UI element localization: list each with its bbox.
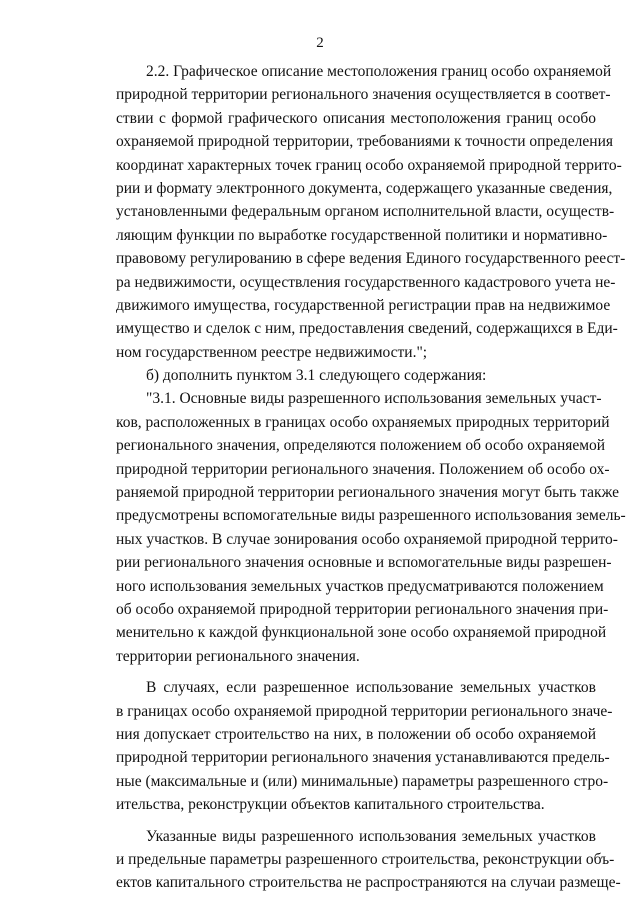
text-line: ния допускает строительство на них, в положении об особо охраняемой: [116, 725, 596, 743]
text-line: 2.2. Графическое описание местоположения границ особо охраняемой: [146, 63, 612, 80]
text-line: В случаях, если разрешенное использование земельных участков: [146, 679, 596, 697]
paragraph-spacer: [116, 817, 596, 825]
text-line: б) дополнить пунктом 3.1 следующего содержания:: [146, 367, 487, 385]
text-line: в границах особо охраняемой природной территории регионального значе-: [116, 702, 613, 720]
paragraph-construction-cases: [116, 676, 613, 816]
text-line: имущество и сделок с ним, предоставления сведений, содержащихся в Еди-: [116, 320, 618, 338]
text-line: ектов капитального строительства не распространяются на случаи размеще-: [116, 874, 621, 892]
text-line: предусмотрены вспомогательные виды разрешенного использования земель-: [116, 507, 626, 525]
text-line: ных участков. В случае зонирования особо охраняемой природной террито-: [116, 530, 618, 548]
text-line: рии и формату электронного документа, содержащего указанные сведения,: [116, 179, 613, 197]
text-line: координат характерных точек границ особо охраняемой природной террито-: [116, 156, 622, 174]
text-line: "3.1. Основные виды разрешенного использования земельных участ-: [146, 390, 602, 408]
text-line: природной территории регионального значения устанавливаются предель-: [116, 749, 610, 767]
paragraph-3-1: [116, 387, 626, 668]
text-line: ра недвижимости, осуществления государственного кадастрового учета не-: [116, 273, 616, 291]
text-line: природной территории регионального значения. Положением об особо ох-: [116, 460, 610, 478]
text-line: Указанные виды разрешенного использования земельных участков: [146, 827, 596, 845]
paragraph-item-b: [116, 364, 596, 387]
paragraph-specified-types: [116, 825, 621, 895]
text-line: установленными федеральным органом исполнительной власти, осуществ-: [116, 203, 615, 221]
text-line: менительно к каждой функциональной зоне особо охраняемой природной: [116, 624, 607, 642]
text-line: рии регионального значения основные и вспомогательные виды разрешен-: [116, 554, 612, 572]
text-line: движимого имущества, государственной регистрации прав на недвижимое: [116, 296, 611, 314]
text-line: ном государственном реестре недвижимости.";: [116, 343, 428, 361]
text-line: природной территории регионального значения осуществляется в соответ-: [116, 86, 611, 104]
paragraph-spacer: [116, 668, 596, 676]
text-line: территории регионального значения.: [116, 647, 360, 665]
text-line: регионального значения, определяются положением об особо охраняемой: [116, 437, 606, 455]
text-line: ствии с формой графического описания местоположения границ особо: [116, 109, 596, 127]
text-line: и предельные параметры разрешенного строительства, реконструкции объ-: [116, 850, 615, 868]
paragraph-2-2: [116, 60, 626, 364]
text-line: ляющим функции по выработке государственной политики и нормативно-: [116, 226, 608, 244]
text-line: об особо охраняемой природной территории регионального значения при-: [116, 600, 609, 618]
text-line: ные (максимальные и (или) минимальные) параметры разрешенного стро-: [116, 772, 609, 790]
text-line: правовому регулированию в сфере ведения Единого государственного реест-: [116, 250, 626, 268]
text-line: ного использования земельных участков предусматриваются положением: [116, 577, 604, 595]
document-body: [116, 60, 626, 895]
text-line: охраняемой природной территории, требованиями к точности определения: [116, 133, 613, 151]
page-number: 2: [316, 35, 324, 51]
text-line: ков, расположенных в границах особо охраняемых природных территорий: [116, 413, 610, 431]
text-line: ительства, реконструкции объектов капитального строительства.: [116, 796, 545, 814]
text-line: раняемой природной территории регионального значения могут быть также: [116, 484, 619, 502]
